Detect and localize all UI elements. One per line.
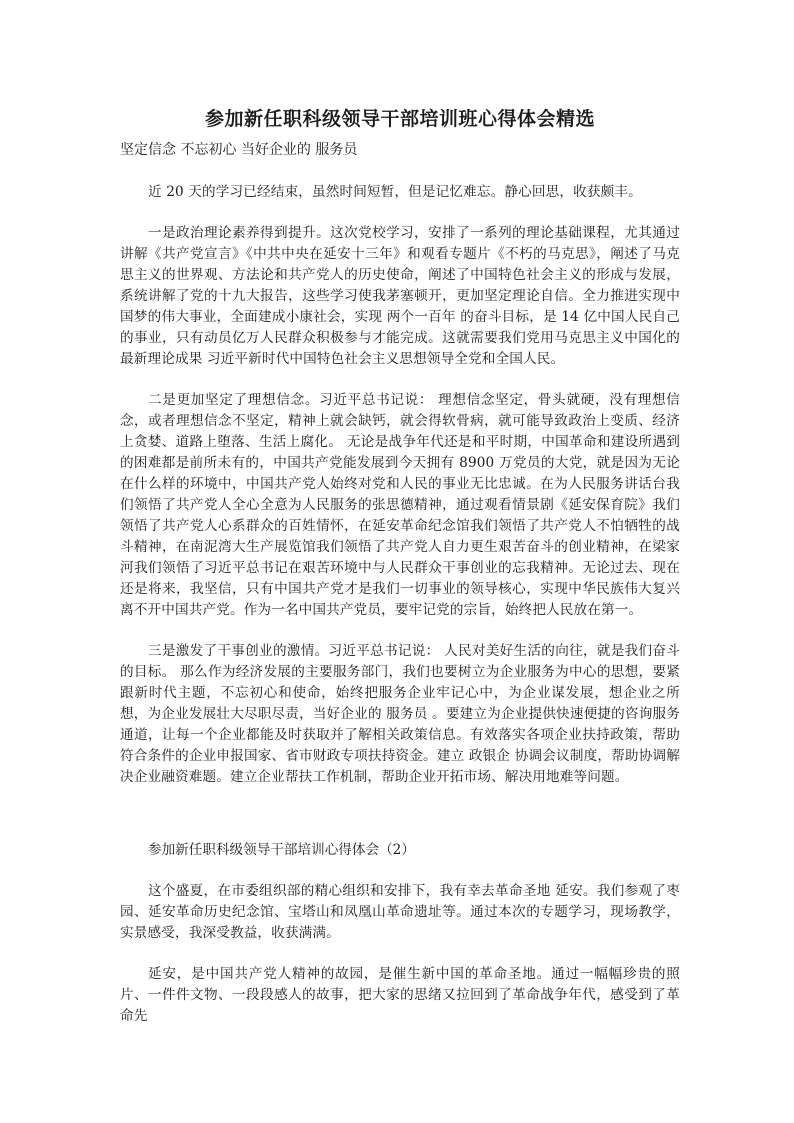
document-page (120, 0, 680, 1027)
document-subtitle: 坚定信念 不忘初心 当好企业的 服务员 (120, 142, 358, 158)
document-title: 参加新任职科级领导干部培训班心得体会精选 (204, 108, 595, 130)
paragraph-intro: 近 20 天的学习已经结束，虽然时间短暂，但是记忆难忘。静心回思，收获颇丰。 (148, 184, 642, 200)
paragraph-one: 一是政治理论素养得到提升。这次党校学习，安排了一系列的理论基础课程，尤其通过讲解《共产党宣言》《中共中央在延安十三年》和观看专题片《不朽的马克思》，阐述了马克思主义的世界观、方法论和共产党人的历史使命，阐述了中国特色社会主义的形成与发展，系统讲解了党的十九大报告，这些学习使我茅塞顿开，更加坚定理论自信。全力推进实现中国梦的伟大事业，全面建成小康社会，实现 两个一百年 的奋斗目标，是 14 亿中国人民自己的事业，只有动员亿万人民群众积极参与才能完成。这就需要我们党用马克思主义中国化的最新理论成果 习近平新时代中国特色社会主义思想领导全党和全国人民。 (120, 225, 680, 367)
section2-heading: 参加新任职科级领导干部培训心得体会（2） (148, 842, 415, 858)
paragraph-three: 三是激发了干事创业的激情。习近平总书记说： 人民对美好生活的向往，就是我们奋斗的目标。 那么作为经济发展的主要服务部门，我们也要树立为企业服务为中心的思想，要紧跟新时代主题，不忘初心和使命，始终把服务企业牢记心中，为企业谋发展，想企业之所想，为企业发展壮大尽职尽责，当好企业的 服务员 。要建立为企业提供快速便捷的咨询服务通道，让每一个企业都能及时获取并了解相关政策信息。有效落实各项企业扶持政策，帮助符合条件的企业申报国家、省市财政专项扶持资金。建立 政银企 协调会议制度，帮助协调解决企业融资难题。建立企业帮扶工作机制，帮助企业开拓市场、解决用地难等问题。 (120, 643, 680, 785)
paragraph-two: 二是更加坚定了理想信念。习近平总书记说： 理想信念坚定，骨头就硬，没有理想信念，或者理想信念不坚定，精神上就会缺钙，就会得软骨病，就可能导致政治上变质、经济上贪婪、道路上堕落、生活上腐化。 无论是战争年代还是和平时期，中国革命和建设所遇到的困难都是前所未有的，中国共产党能发展到今天拥有 8900 万党员的大党，就是因为无论在什么样的环境中，中国共产党人始终对党和人民的事业无比忠诚。在为人民服务讲话台我们领悟了共产党人全心全意为人民服务的张思德精神，通过观看情景剧《延安保育院》我们领悟了共产党人心系群众的百姓情怀，在延安革命纪念馆我们领悟了共产党人不怕牺牲的战斗精神，在南泥湾大生产展览馆我们领悟了共产党人自力更生艰苦奋斗的创业精神，在梁家河我们领悟了习近平总书记在艰苦环境中与人民群众干事创业的忘我精神。无论过去、现在还是将来，我坚信，只有中国共产党才是我们一切事业的领导核心，实现中华民族伟大复兴离不开中国共产党。作为一名中国共产党员，要牢记党的宗旨，始终把人民放在第一。 (120, 392, 680, 618)
section2-paragraph-two: 延安，是中国共产党人精神的故园，是催生新中国的革命圣地。通过一幅幅珍贵的照片、一件件文物、一段段感人的故事，把大家的思绪又拉回到了革命战争年代，感受到了革命先 (120, 966, 680, 1024)
section2-paragraph-one: 这个盛夏，在市委组织部的精心组织和安排下，我有幸去革命圣地 延安。我们参观了枣园、延安革命历史纪念馆、宝塔山和凤凰山革命遗址等。通过本次的专题学习，现场教学，实景感受，我深受教益，收获满满。 (120, 883, 680, 941)
